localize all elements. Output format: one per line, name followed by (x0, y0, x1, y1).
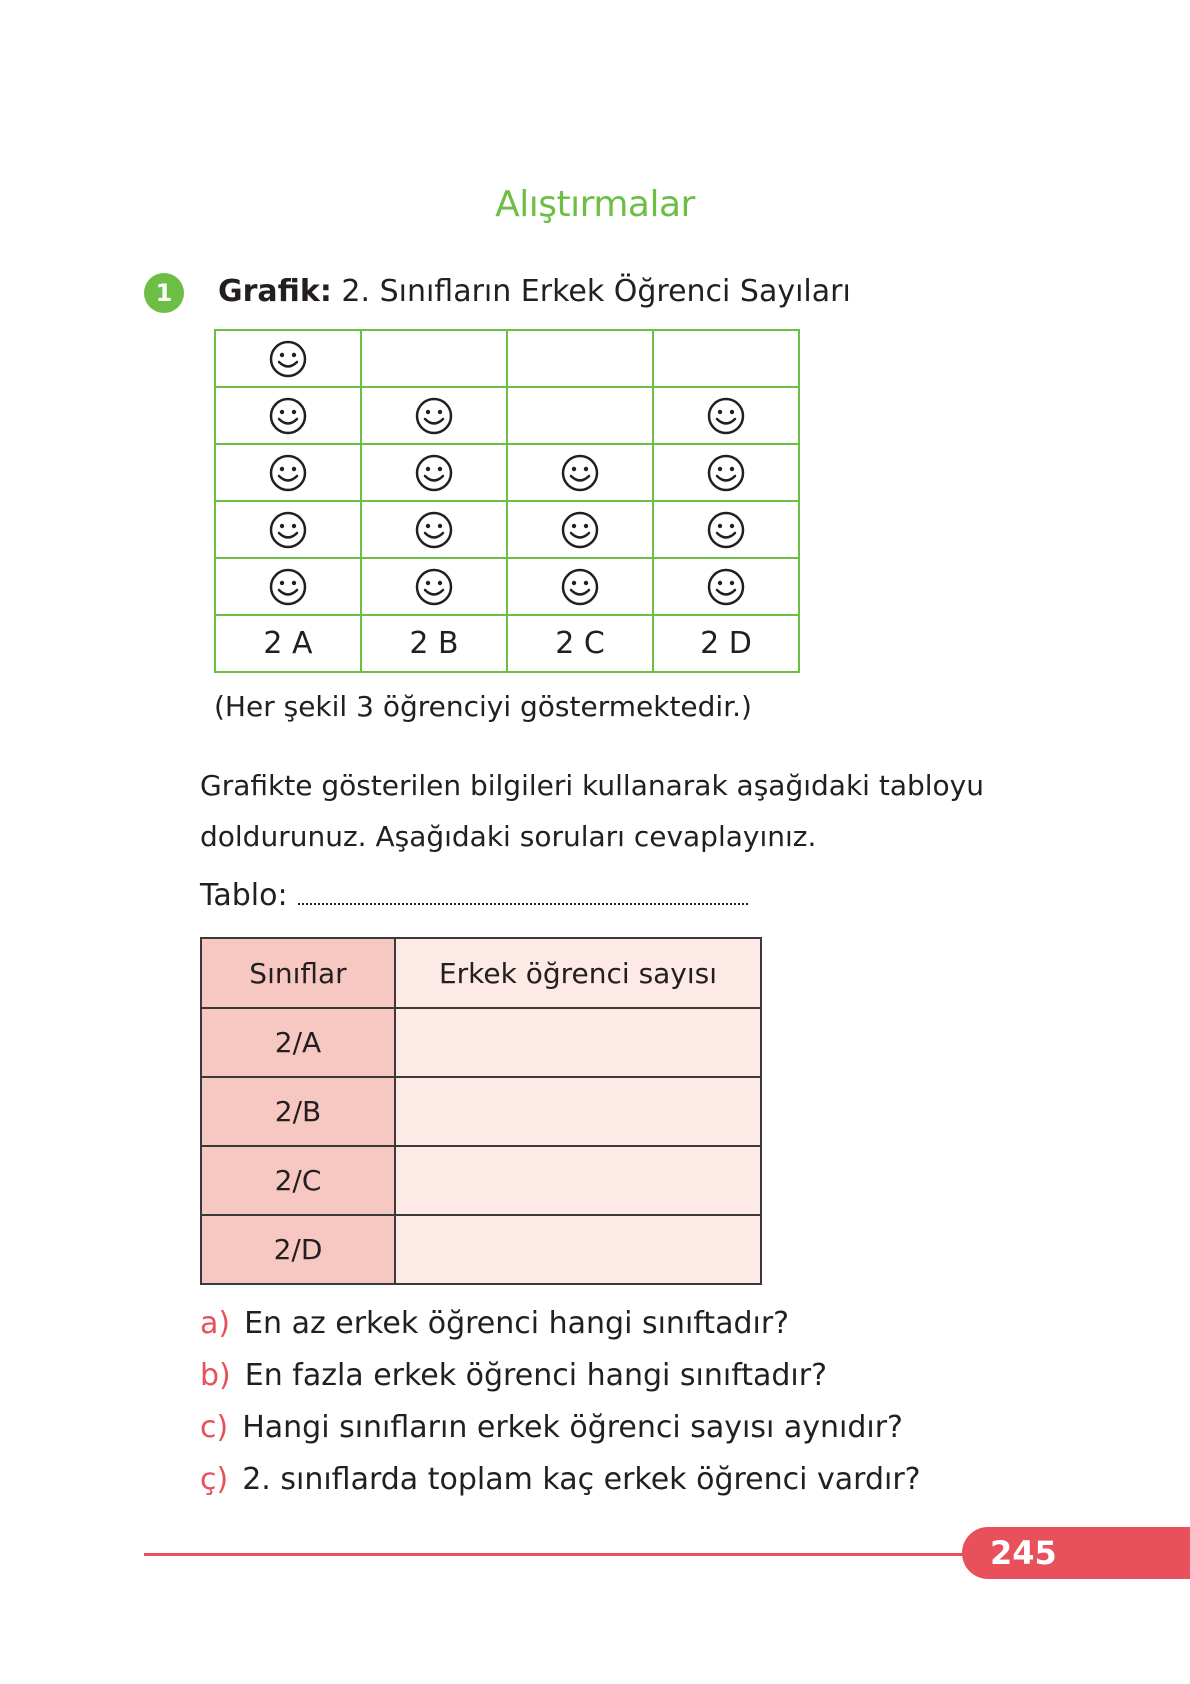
pictograph-note: (Her şekil 3 öğrenciyi göstermektedir.) (214, 690, 752, 723)
question-letter: b) (200, 1358, 231, 1393)
pictograph-class-label: 2 A (215, 615, 361, 672)
pictograph-cell-filled (361, 501, 507, 558)
footer-rule (144, 1553, 964, 1556)
pictograph-cell-empty (653, 330, 799, 387)
instruction-text: Grafikte gösterilen bilgileri kullanarak aşağıdaki tabloyu doldurunuz. Aşağıdaki soruları cevaplayınız. (200, 769, 984, 853)
pictograph-cell-filled (653, 444, 799, 501)
answer-cell[interactable] (395, 1077, 761, 1146)
pictograph-cell-filled (653, 558, 799, 615)
pictograph-cell-empty (507, 330, 653, 387)
class-cell: 2/A (201, 1008, 395, 1077)
class-cell: 2/D (201, 1215, 395, 1284)
pictograph-cell-filled (361, 444, 507, 501)
pictograph-cell-empty (507, 387, 653, 444)
pictograph-row (215, 501, 799, 558)
pictograph-label-row (215, 615, 799, 672)
grafik-label: Grafik: (218, 274, 332, 309)
question-b (200, 1350, 921, 1402)
answer-cell[interactable] (395, 1215, 761, 1284)
header-siniflar: Sınıflar (201, 938, 395, 1008)
table-row (201, 1008, 761, 1077)
pictograph-class-label: 2 C (507, 615, 653, 672)
pictograph-cell-filled (507, 444, 653, 501)
tablo-title-blank[interactable] (298, 885, 748, 905)
tablo-line (200, 878, 748, 913)
smiley-icon (706, 396, 746, 436)
smiley-icon (706, 567, 746, 607)
question-text: En fazla erkek öğrenci hangi sınıftadır? (244, 1358, 828, 1393)
page-title: Alıştırmalar (495, 184, 695, 225)
pictograph-cell-filled (215, 558, 361, 615)
table-row (201, 1146, 761, 1215)
table-row (201, 1077, 761, 1146)
pictograph-cell-empty (361, 330, 507, 387)
pictograph-row (215, 444, 799, 501)
smiley-icon (706, 510, 746, 550)
smiley-icon (414, 453, 454, 493)
pictograph-cell-filled (215, 387, 361, 444)
pictograph-class-label: 2 D (653, 615, 799, 672)
smiley-icon (268, 339, 308, 379)
pictograph-row (215, 330, 799, 387)
data-table (200, 937, 762, 1285)
pictograph-cell-filled (215, 444, 361, 501)
class-cell: 2/C (201, 1146, 395, 1215)
smiley-icon (414, 510, 454, 550)
smiley-icon (706, 453, 746, 493)
pictograph-grid (214, 329, 800, 673)
pictograph-cell-filled (507, 558, 653, 615)
question-text: 2. sınıflarda toplam kaç erkek öğrenci vardır? (242, 1462, 921, 1497)
page-number: 245 (962, 1527, 1190, 1579)
pictograph-cell-filled (361, 558, 507, 615)
question-letter: c) (200, 1410, 229, 1445)
smiley-icon (560, 567, 600, 607)
pictograph-cell-filled (653, 501, 799, 558)
answer-cell[interactable] (395, 1146, 761, 1215)
pictograph-row (215, 387, 799, 444)
grafik-title: 2. Sınıfların Erkek Öğrenci Sayıları (341, 274, 851, 309)
question-text: Hangi sınıfların erkek öğrenci sayısı aynıdır? (242, 1410, 903, 1445)
header-erkek-ogrenci-sayisi: Erkek öğrenci sayısı (395, 938, 761, 1008)
question-letter: ç) (200, 1462, 229, 1497)
smiley-icon (268, 453, 308, 493)
tablo-label: Tablo: (200, 878, 288, 913)
question-letter: a) (200, 1306, 231, 1341)
smiley-icon (268, 567, 308, 607)
pictograph-cell-filled (653, 387, 799, 444)
class-cell: 2/B (201, 1077, 395, 1146)
question-a (200, 1298, 921, 1350)
question-cc (200, 1454, 921, 1506)
exercise-number-badge: 1 (144, 273, 184, 313)
smiley-icon (560, 510, 600, 550)
smiley-icon (414, 396, 454, 436)
data-table-header-row (201, 938, 761, 1008)
questions-list (200, 1298, 921, 1506)
pictograph-cell-filled (507, 501, 653, 558)
smiley-icon (268, 510, 308, 550)
pictograph-cell-filled (215, 330, 361, 387)
answer-cell[interactable] (395, 1008, 761, 1077)
smiley-icon (414, 567, 454, 607)
pictograph-cell-filled (215, 501, 361, 558)
question-c (200, 1402, 921, 1454)
smiley-icon (560, 453, 600, 493)
pictograph-cell-filled (361, 387, 507, 444)
pictograph-class-label: 2 B (361, 615, 507, 672)
pictograph-row (215, 558, 799, 615)
grafik-heading (218, 274, 851, 309)
question-text: En az erkek öğrenci hangi sınıftadır? (244, 1306, 790, 1341)
table-row (201, 1215, 761, 1284)
smiley-icon (268, 396, 308, 436)
